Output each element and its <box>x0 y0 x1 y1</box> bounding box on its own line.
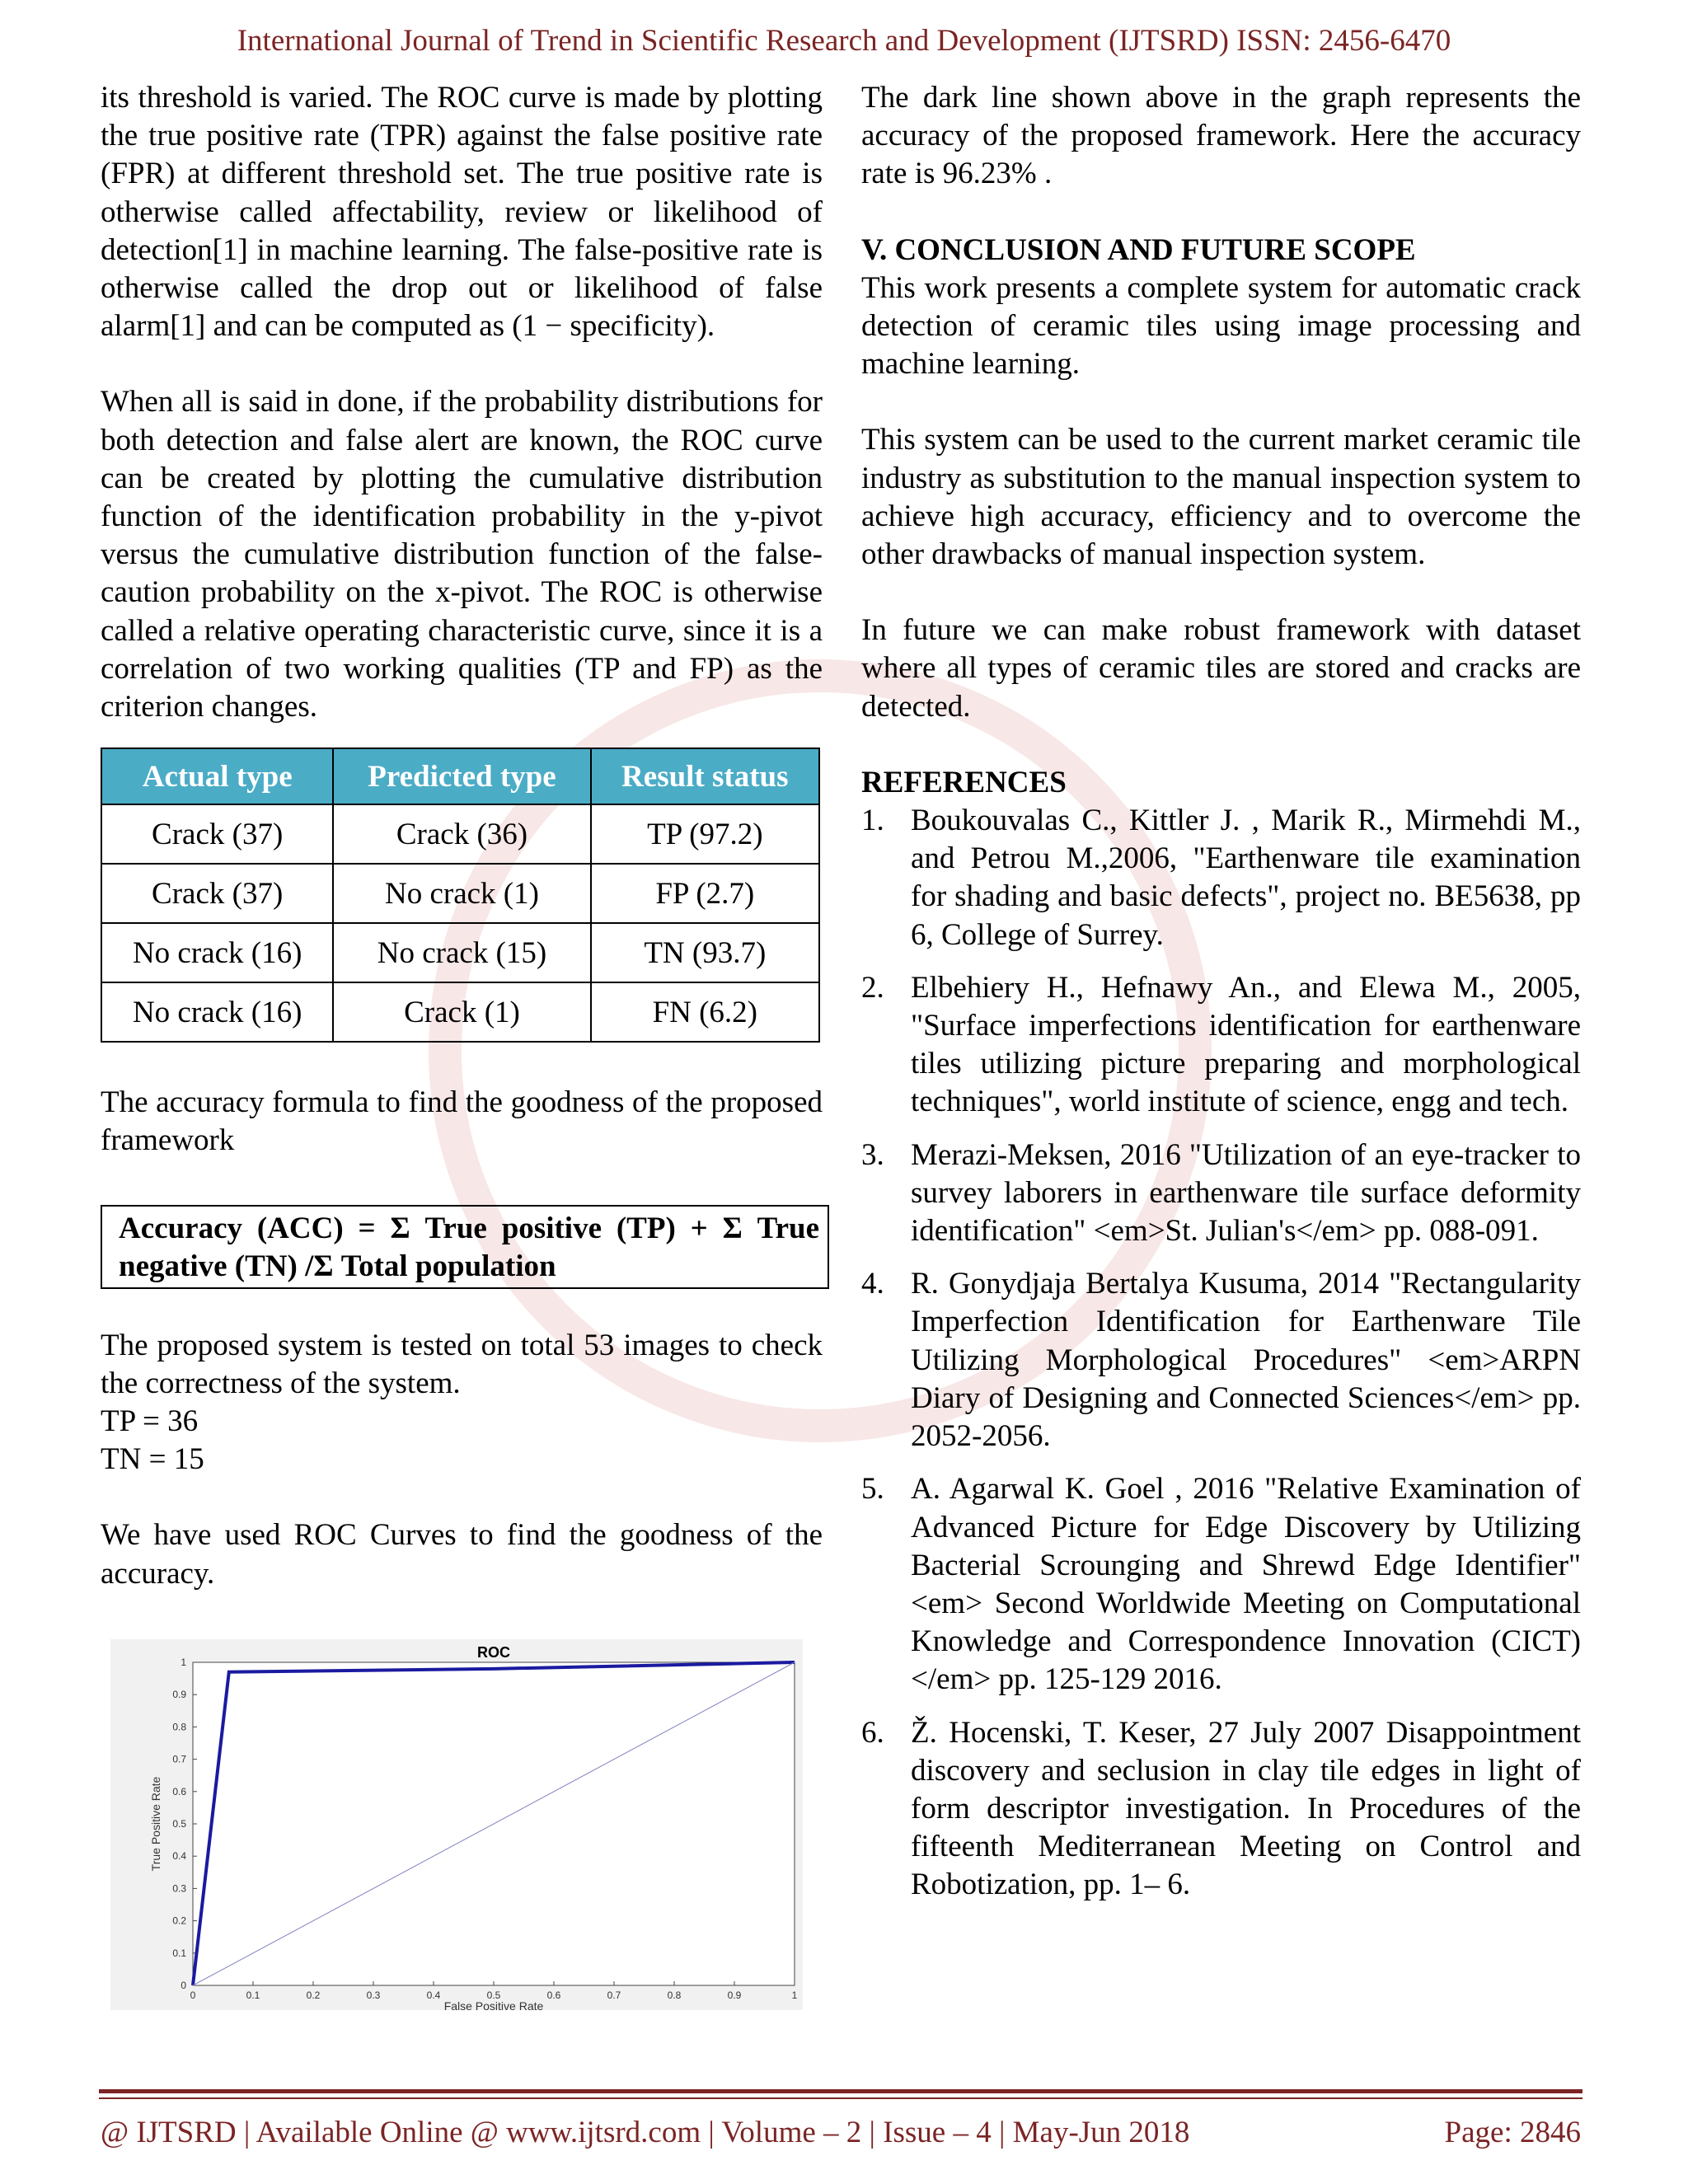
reference-number: 3. <box>861 1137 884 1172</box>
table-cell: TN (93.7) <box>591 923 819 982</box>
section-heading-references: REFERENCES <box>861 765 1067 799</box>
table-header-row <box>101 748 819 804</box>
x-tick-label: 0.9 <box>727 1989 742 2001</box>
reference-item <box>861 1714 1581 1905</box>
footer-rule <box>99 2089 1582 2093</box>
x-tick-label: 0.5 <box>486 1989 501 2001</box>
table-row <box>101 923 819 982</box>
table-cell: Crack (36) <box>333 804 590 864</box>
reference-item <box>861 969 1581 1122</box>
paragraph-accuracy-intro: The accuracy formula to find the goodness of the proposed framework <box>101 1085 823 1158</box>
results-table <box>101 748 820 1043</box>
table-cell: Crack (37) <box>101 864 333 923</box>
reference-item <box>861 802 1581 954</box>
y-tick-label: 0.4 <box>172 1850 186 1863</box>
table-header-cell: Result status <box>591 748 819 804</box>
footer-page-number: Page: 2846 <box>1444 2116 1581 2149</box>
y-tick-label: 0.7 <box>172 1753 186 1765</box>
paragraph-conclusion: This work presents a complete system for automatic crack detection of ceramic tiles using image processing and machine learning. <box>861 270 1581 382</box>
table-header-cell: Predicted type <box>333 748 590 804</box>
y-tick-label: 0.6 <box>172 1785 186 1797</box>
x-tick-label: 0 <box>190 1989 196 2001</box>
table-cell: No crack (1) <box>333 864 590 923</box>
reference-item <box>861 1470 1581 1699</box>
paragraph-roc-explanation: When all is said in done, if the probability distributions for both detection and false alert are known, the ROC curve can be created by plotting the cumulative distribution function of the identification probability in the y-pivot versus the cumulative distribution function of the false-caution probability on the x-pivot. The ROC is otherwise called a relative operating characteristic curve, since it is a correlation of two working qualities (TP and FP) as the criterion changes. <box>101 385 823 724</box>
reference-number: 4. <box>861 1267 884 1301</box>
y-tick-label: 0.2 <box>172 1915 186 1927</box>
table-cell: No crack (15) <box>333 923 590 982</box>
reference-item <box>861 1137 1581 1251</box>
reference-text: Merazi-Meksen, 2016 "Utilization of an eye-tracker to survey laborers in earthenware tile surface deformity identification" <em>St. Julian's</em> pp. 088-091. <box>911 1137 1581 1249</box>
paragraph-industry-use: This system can be used to the current market ceramic tile industry as substitution to the manual inspection system to achieve high accuracy, efficiency and to overcome the other drawbacks of manual inspection system. <box>861 423 1581 572</box>
x-tick-label: 0.7 <box>607 1989 621 2001</box>
table-row <box>101 804 819 864</box>
x-tick-label: 0.8 <box>667 1989 682 2001</box>
reference-list <box>861 802 1581 1904</box>
reference-text: Elbehiery H., Hefnawy An., and Elewa M., 2005, "Surface imperfections identification for earthenware tiles utilizing picture preparing and morphological techniques", world institute of science, engg and tech. <box>911 970 1581 1119</box>
reference-number: 5. <box>861 1472 884 1507</box>
x-tick-label: 0.3 <box>366 1989 381 2001</box>
table-row <box>101 982 819 1042</box>
y-tick-label: 0.1 <box>172 1947 186 1959</box>
y-tick-label: 0.9 <box>172 1689 186 1701</box>
x-tick-label: 0.2 <box>306 1989 321 2001</box>
table-header-cell: Actual type <box>101 748 333 804</box>
reference-number: 1. <box>861 804 884 838</box>
table-cell: FN (6.2) <box>591 982 819 1042</box>
chart-title: ROC <box>477 1643 510 1661</box>
y-axis-label: True Positive Rate <box>149 1776 162 1872</box>
table-cell: FP (2.7) <box>591 864 819 923</box>
x-tick-label: 1 <box>791 1989 798 2001</box>
y-tick-label: 0.5 <box>172 1817 186 1830</box>
right-column <box>861 79 1581 1919</box>
paragraph-roc-usage: We have used ROC Curves to find the goodness of the accuracy. <box>101 1518 823 1591</box>
x-tick-label: 0.6 <box>546 1989 561 2001</box>
table-cell: No crack (16) <box>101 982 333 1042</box>
footer-journal-info: @ IJTSRD | Available Online @ www.ijtsrd.com | Volume – 2 | Issue – 4 | May-Jun 2018 <box>101 2116 1190 2149</box>
reference-text: Boukouvalas C., Kittler J. , Marik R., Mirmehdi M., and Petrou M.,2006, "Earthenware tile examination for shading and basic defects", project no. BE5638, pp 6, College of Surrey. <box>911 804 1581 952</box>
running-header: International Journal of Trend in Scientific Research and Development (IJTSRD) ISSN: 2456-6470 <box>237 24 1451 58</box>
section-heading-conclusion: V. CONCLUSION AND FUTURE SCOPE <box>861 232 1416 267</box>
accuracy-formula-box: Accuracy (ACC) = Σ True positive (TP) + Σ True negative (TN) /Σ Total population <box>101 1205 829 1289</box>
reference-number: 6. <box>861 1715 884 1750</box>
table-cell: Crack (1) <box>333 982 590 1042</box>
paragraph-test-images: The proposed system is tested on total 53 images to check the correctness of the system. <box>101 1328 823 1400</box>
tp-value: TP = 36 <box>101 1404 199 1439</box>
y-tick-label: 0 <box>181 1979 186 1991</box>
x-tick-label: 0.1 <box>246 1989 260 2001</box>
reference-text: A. Agarwal K. Goel , 2016 "Relative Examination of Advanced Picture for Edge Discovery by Utilizing Bacterial Scrounging and Shrewd Edge Identifier" <em> Second Worldwide Meeting on Computational Knowledge and Correspondence Innovation (CICT)</em> pp. 125-129 2016. <box>911 1472 1581 1697</box>
y-tick-label: 0.8 <box>172 1721 186 1733</box>
x-tick-label: 0.4 <box>426 1989 441 2001</box>
y-tick-label: 0.3 <box>172 1882 186 1895</box>
table-row <box>101 864 819 923</box>
y-tick-label: 1 <box>181 1656 186 1668</box>
roc-chart <box>110 1639 803 2010</box>
reference-item <box>861 1265 1581 1455</box>
reference-text: Ž. Hocenski, T. Keser, 27 July 2007 Disappointment discovery and seclusion in clay tile edges in light of form descriptor investigation. In Procedures of the fifteenth Mediterranean Meeting on Control and Robotization, pp. 1– 6. <box>911 1715 1581 1902</box>
paragraph-future-scope: In future we can make robust framework with dataset where all types of ceramic tiles are stored and cracks are detected. <box>861 613 1581 724</box>
paragraph-accuracy-result: The dark line shown above in the graph represents the accuracy of the proposed framework. Here the accuracy rate is 96.23% . <box>861 81 1581 191</box>
tn-value: TN = 15 <box>101 1442 204 1477</box>
table-cell: TP (97.2) <box>591 804 819 864</box>
reference-number: 2. <box>861 970 884 1005</box>
left-column <box>101 79 823 2010</box>
x-axis-label: False Positive Rate <box>443 1999 544 2010</box>
table-cell: Crack (37) <box>101 804 333 864</box>
table-cell: No crack (16) <box>101 923 333 982</box>
footer-rule-thin <box>99 2097 1582 2099</box>
reference-text: R. Gonydjaja Bertalya Kusuma, 2014 "Rectangularity Imperfection Identification for Earthenware Tile Utilizing Morphological Procedures" <em>ARPN Diary of Designing and Connected Sciences</em> pp. 2052-2056. <box>911 1267 1581 1454</box>
paragraph-roc-definition: its threshold is varied. The ROC curve is made by plotting the true positive rate (TPR) against the false positive rate (FPR) at different threshold set. The true positive rate is otherwise called affectability, review or likelihood of detection[1] in machine learning. The false-positive rate is otherwise called the drop out or likelihood of false alarm[1] and can be computed as (1 − specificity). <box>101 81 823 344</box>
roc-chart-svg <box>110 1639 803 2010</box>
